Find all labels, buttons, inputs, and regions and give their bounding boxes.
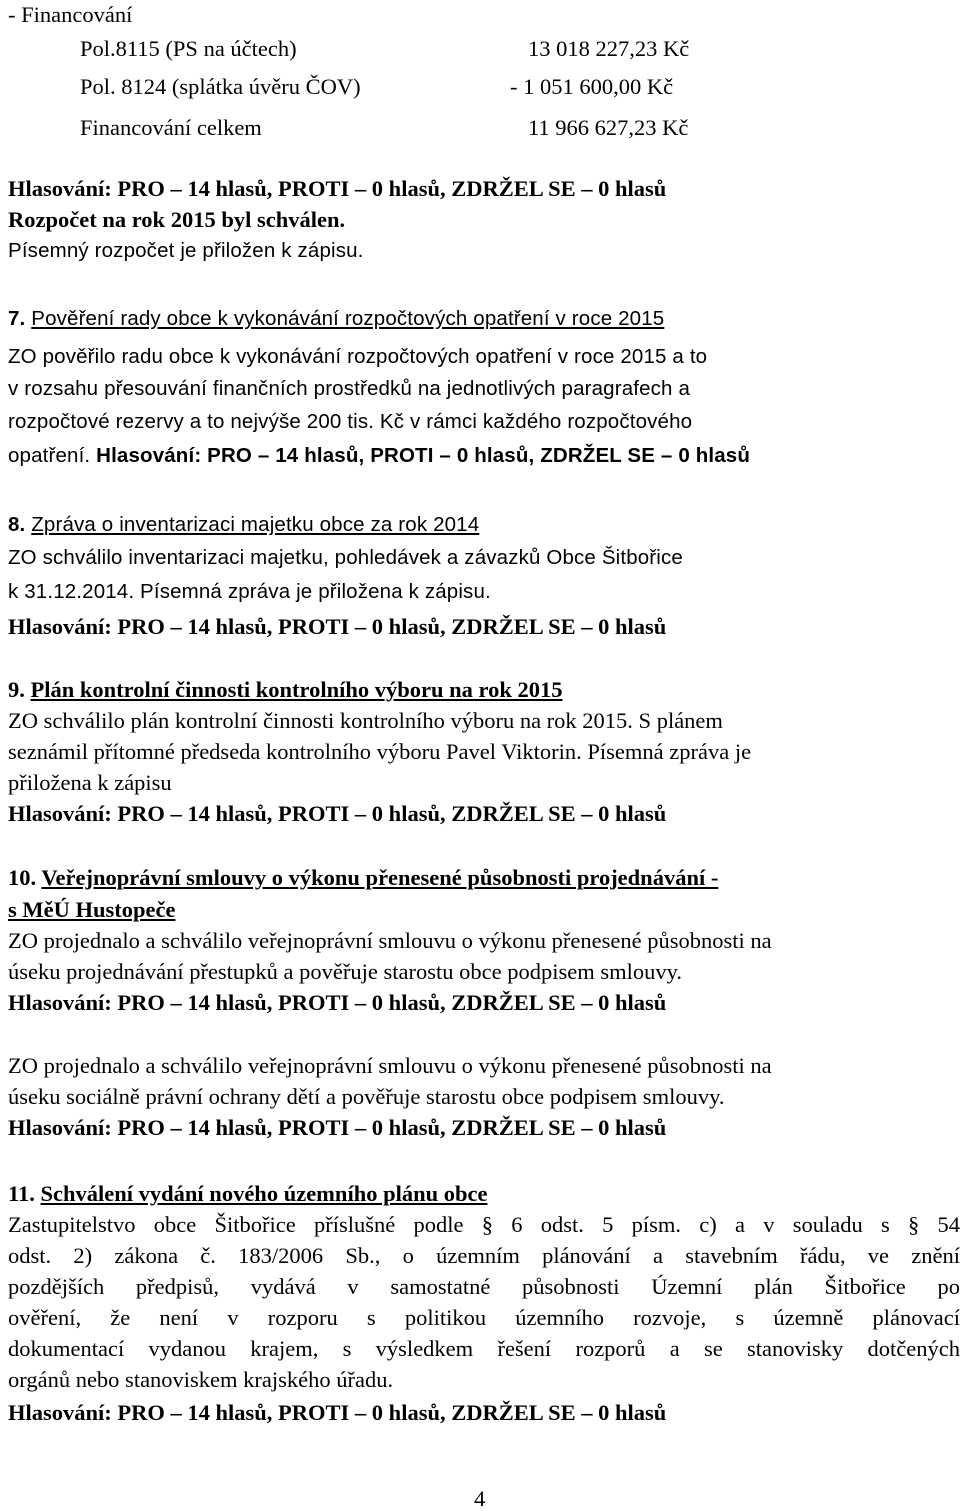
financing-heading: - Financování — [8, 2, 133, 27]
section-9-text: přiložena k zápisu — [8, 770, 172, 795]
financing-row — [80, 34, 940, 64]
section-8-text: k 31.12.2014. Písemná zpráva je přiložena k zápisu. — [8, 580, 491, 603]
financing-row-label: Financování celkem — [80, 115, 262, 140]
section-11-heading — [8, 1179, 487, 1209]
section-10-text: úseku sociálně právní ochrany dětí a pověřuje starostu obce podpisem smlouvy. — [8, 1084, 725, 1109]
section-11-text — [8, 1303, 960, 1333]
section-number: 11. — [8, 1181, 41, 1206]
financing-row — [80, 72, 940, 102]
financing-row-amount: 13 018 227,23 Kč — [528, 36, 690, 61]
section-10-heading — [8, 863, 718, 893]
section-7-text: ZO pověřilo radu obce k vykonávání rozpočtových opatření v roce 2015 a to — [8, 345, 708, 368]
financing-row — [80, 113, 940, 143]
section-11-text — [8, 1210, 960, 1240]
section-7-text — [8, 441, 750, 471]
budget-attached: Písemný rozpočet je přiložen k zápisu. — [8, 239, 364, 262]
section-11-text-span: dokumentací vydanou krajem, s výsledkem řešení rozporů a se stanovisky dotčených — [8, 1336, 960, 1361]
section-title: Veřejnoprávní smlouvy o výkonu přenesené působnosti projednávání - — [41, 865, 719, 890]
section-title: Schválení vydání nového územního plánu obce — [40, 1181, 488, 1206]
section-9-text: seznámil přítomné předseda kontrolního výboru Pavel Viktorin. Písemná zpráva je — [8, 739, 752, 764]
vote-result: Hlasování: PRO – 14 hlasů, PROTI – 0 hlasů, ZDRŽEL SE – 0 hlasů — [8, 1115, 667, 1140]
section-7-text: rozpočtové rezervy a to nejvýše 200 tis. Kč v rámci každého rozpočtového — [8, 410, 693, 433]
vote-result: Hlasování: PRO – 14 hlasů, PROTI – 0 hlasů, ZDRŽEL SE – 0 hlasů — [8, 801, 667, 826]
section-number: 7. — [8, 307, 32, 330]
vote-result: Hlasování: PRO – 14 hlasů, PROTI – 0 hlasů, ZDRŽEL SE – 0 hlasů — [8, 1400, 667, 1425]
budget-approved: Rozpočet na rok 2015 byl schválen. — [8, 207, 346, 232]
section-10-text: ZO projednalo a schválilo veřejnoprávní smlouvu o výkonu přenesené působnosti na — [8, 1053, 772, 1078]
section-7-text: v rozsahu přesouvání finančních prostředků na jednotlivých paragrafech a — [8, 377, 691, 400]
financing-row-label: Pol. 8124 (splátka úvěru ČOV) — [80, 74, 361, 99]
section-11-text — [8, 1241, 960, 1271]
section-11-text-span: ověření, že není v rozporu s politikou územního rozvoje, s územně plánovací — [8, 1305, 960, 1330]
section-11-text — [8, 1334, 960, 1364]
section-11-text: orgánů nebo stanoviskem krajského úřadu. — [8, 1367, 394, 1392]
page-number: 4 — [474, 1486, 486, 1511]
vote-result: Hlasování: PRO – 14 hlasů, PROTI – 0 hlasů, ZDRŽEL SE – 0 hlasů — [96, 444, 751, 467]
section-title: Pověření rady obce k vykonávání rozpočtových opatření v roce 2015 — [31, 307, 665, 330]
financing-row-label: Pol.8115 (PS na účtech) — [80, 36, 297, 61]
vote-result: Hlasování: PRO – 14 hlasů, PROTI – 0 hlasů, ZDRŽEL SE – 0 hlasů — [8, 990, 667, 1015]
financing-row-amount: 11 966 627,23 Kč — [528, 115, 689, 140]
section-7-heading — [8, 304, 664, 334]
section-number: 8. — [8, 513, 32, 536]
vote-result: Hlasování: PRO – 14 hlasů, PROTI – 0 hlasů, ZDRŽEL SE – 0 hlasů — [8, 176, 667, 201]
section-title: Plán kontrolní činnosti kontrolního výboru na rok 2015 — [30, 677, 563, 702]
vote-result: Hlasování: PRO – 14 hlasů, PROTI – 0 hlasů, ZDRŽEL SE – 0 hlasů — [8, 614, 667, 639]
section-10-text: ZO projednalo a schválilo veřejnoprávní smlouvu o výkonu přenesené působnosti na — [8, 928, 772, 953]
section-9-heading — [8, 675, 563, 705]
section-11-text-span: pozdějších předpisů, vydává v samostatné působnosti Územní plán Šitbořice po — [8, 1274, 960, 1299]
section-number: 10. — [8, 865, 42, 890]
financing-row-amount: - 1 051 600,00 Kč — [510, 74, 674, 99]
section-number: 9. — [8, 677, 31, 702]
section-title: Zpráva o inventarizaci majetku obce za rok 2014 — [31, 513, 480, 536]
section-11-text-span: odst. 2) zákona č. 183/2006 Sb., o územním plánování a stavebním řádu, ve znění — [8, 1243, 960, 1268]
section-11-text-span: Zastupitelstvo obce Šitbořice příslušné podle § 6 odst. 5 písm. c) a v souladu s § 54 — [8, 1212, 960, 1237]
section-7-text-end: opatření. — [8, 444, 97, 467]
section-10-title-cont: s MěÚ Hustopeče — [8, 897, 176, 922]
section-9-text: ZO schválilo plán kontrolní činnosti kontrolního výboru na rok 2015. S plánem — [8, 708, 723, 733]
section-10-text: úseku projednávání přestupků a pověřuje starostu obce podpisem smlouvy. — [8, 959, 683, 984]
section-8-text: ZO schválilo inventarizaci majetku, pohledávek a závazků Obce Šitbořice — [8, 546, 683, 569]
section-8-heading — [8, 510, 479, 540]
section-11-text — [8, 1272, 960, 1302]
